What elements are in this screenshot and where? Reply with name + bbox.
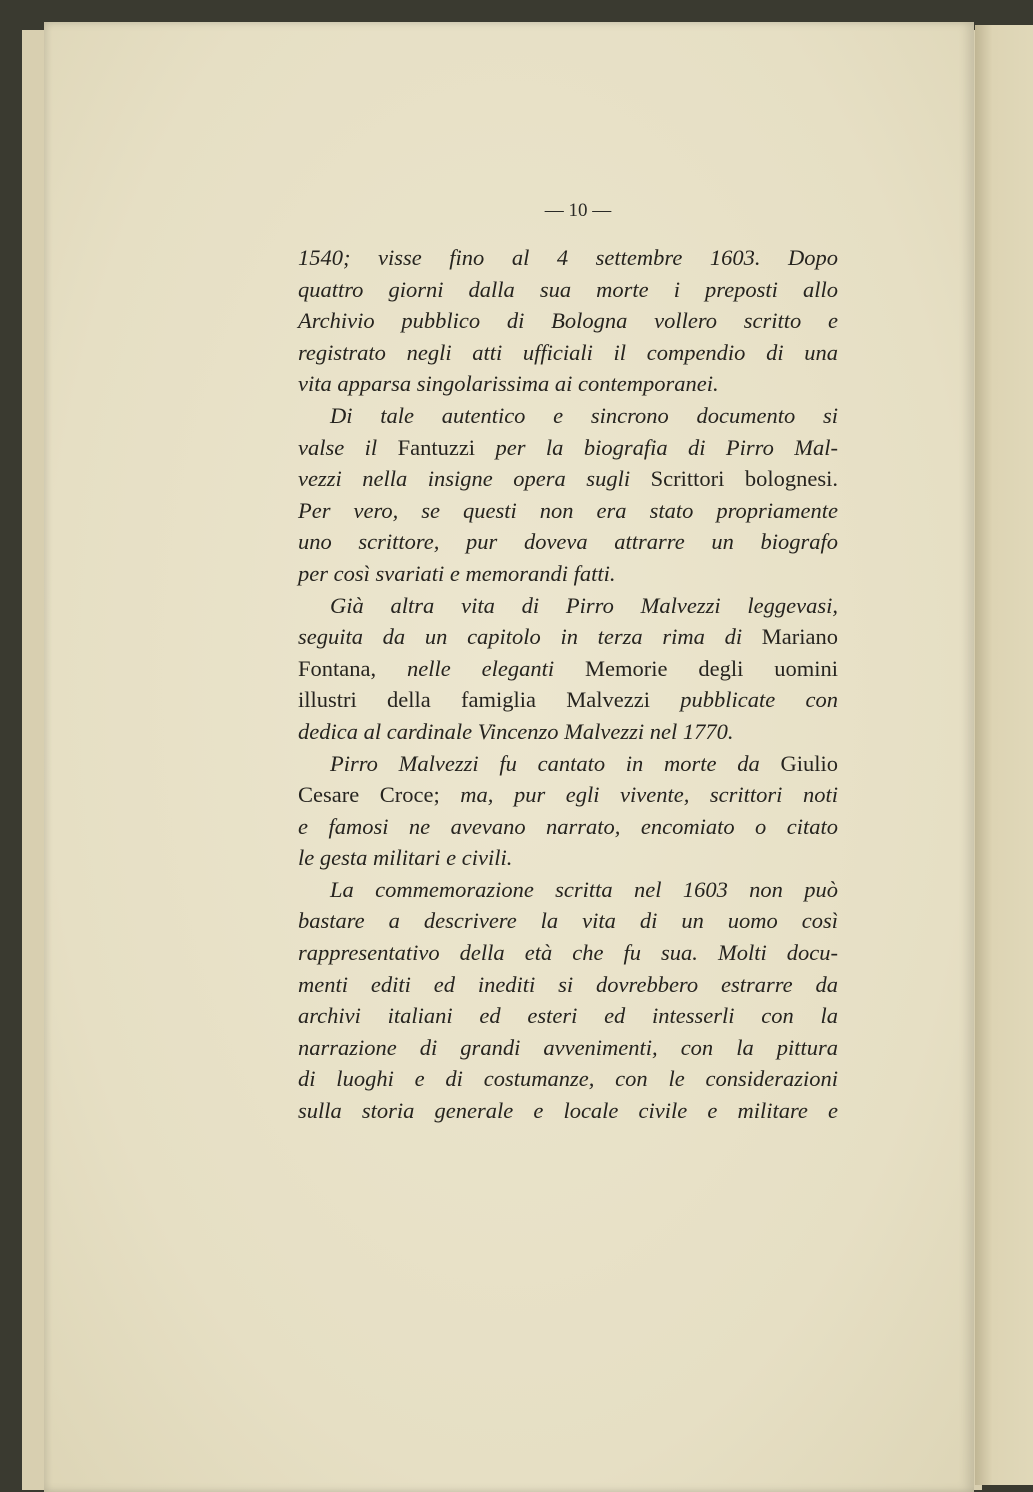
text-line: [298, 1063, 838, 1095]
italic-text: nelle eleganti: [407, 655, 585, 681]
page-number: — 10 —: [544, 200, 612, 221]
text-line: [298, 1032, 838, 1064]
italic-text: 1540; visse fino al 4 settembre 1603. Dopo: [298, 245, 838, 270]
italic-text: menti editi ed inediti si dovrebbero estrarre da: [298, 971, 838, 997]
italic-text: Archivio pubblico di Bologna vollero scritto e: [298, 308, 838, 334]
roman-text: Mariano: [761, 624, 838, 650]
italic-text: per così svariati e memorandi fatti.: [298, 560, 616, 586]
italic-text: archivi italiani ed esteri ed intesserli con la: [298, 1003, 838, 1029]
text-line: [298, 432, 838, 464]
italic-text: rappresentativo della età che fu sua. Molti docu-: [298, 940, 838, 966]
text-line: [298, 400, 838, 432]
italic-text: valse il: [298, 434, 398, 460]
text-line: [298, 495, 838, 527]
italic-text: dedica al cardinale Vincenzo Malvezzi nel 1770.: [298, 718, 734, 744]
text-line: [298, 1095, 838, 1127]
text-line: [298, 811, 838, 843]
italic-text: Di tale autentico e sincrono documento si: [330, 402, 838, 428]
italic-text: vezzi nella insigne opera sugli: [298, 466, 651, 492]
text-line: [298, 779, 838, 811]
roman-text: illustri della famiglia Malvezzi: [298, 687, 681, 713]
text-line: [298, 748, 838, 780]
roman-text: Giulio: [780, 750, 838, 776]
text-line: [298, 558, 838, 590]
text-line: [298, 653, 838, 685]
italic-text: bastare a descrivere la vita di un uomo così: [298, 908, 838, 934]
roman-text: Fontana,: [298, 655, 408, 681]
text-line: [298, 969, 838, 1001]
roman-text: Cesare Croce;: [298, 782, 461, 808]
italic-text: le gesta militari e civili.: [298, 845, 513, 871]
text-line: [298, 684, 838, 716]
italic-text: narrazione di grandi avvenimenti, con la pittura: [298, 1034, 838, 1060]
italic-text: La commemorazione scritta nel 1603 non può: [330, 876, 838, 902]
text-line: [298, 463, 838, 495]
italic-text: Già altra vita di Pirro Malvezzi leggevasi,: [330, 592, 838, 618]
text-line: [298, 337, 838, 369]
text-line: [298, 526, 838, 558]
italic-text: pubblicate con: [680, 687, 839, 713]
text-line: [298, 621, 838, 653]
roman-text: Fantuzzi: [397, 434, 496, 460]
italic-text: seguita da un capitolo in terza rima di: [298, 624, 762, 650]
body-text: [298, 242, 838, 1127]
text-line: [298, 1000, 838, 1032]
italic-text: Pirro Malvezzi fu cantato in morte da: [330, 750, 781, 776]
text-line: [298, 842, 838, 874]
text-line: [298, 937, 838, 969]
text-line: [298, 874, 838, 906]
text-line: [298, 368, 838, 400]
text-line: [298, 274, 838, 306]
text-line: [298, 242, 838, 274]
adjacent-page-edge: [975, 25, 1033, 1485]
text-line: [298, 716, 838, 748]
italic-text: e famosi ne avevano narrato, encomiato o citato: [298, 813, 838, 839]
text-line: [298, 305, 838, 337]
text-line: [298, 905, 838, 937]
italic-text: per la biografia di Pirro Mal-: [495, 434, 838, 460]
roman-text: Scrittori bolognesi.: [650, 466, 838, 492]
text-line: [298, 590, 838, 622]
italic-text: uno scrittore, pur doveva attrarre un biografo: [298, 529, 838, 555]
italic-text: sulla storia generale e locale civile e militare e: [298, 1098, 838, 1124]
italic-text: Per vero, se questi non era stato propriamente: [298, 497, 838, 523]
italic-text: vita apparsa singolarissima ai contemporanei.: [298, 371, 719, 397]
italic-text: registrato negli atti ufficiali il compendio di una: [298, 339, 838, 365]
italic-text: di luoghi e di costumanze, con le considerazioni: [298, 1066, 838, 1092]
roman-text: Memorie degli uomini: [585, 655, 838, 681]
italic-text: ma, pur egli vivente, scrittori noti: [460, 782, 838, 808]
italic-text: quattro giorni dalla sua morte i preposti allo: [298, 276, 838, 302]
